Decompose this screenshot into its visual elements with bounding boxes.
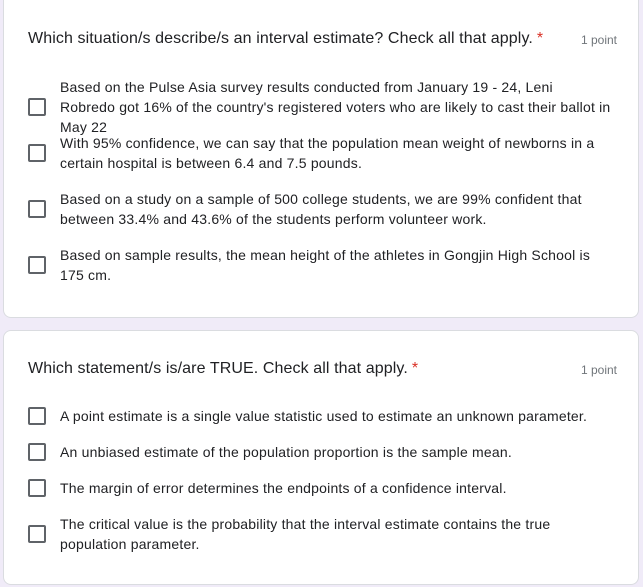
checkbox[interactable] [28, 200, 46, 218]
checkbox[interactable] [28, 98, 46, 116]
option-label: An unbiased estimate of the population proportion is the sample mean. [60, 444, 512, 460]
checkbox-option-2[interactable] [28, 442, 617, 462]
checkbox-option-1[interactable] [28, 406, 617, 426]
checkbox-option-3[interactable] [28, 478, 617, 498]
required-asterisk: * [536, 30, 544, 47]
checkbox[interactable] [28, 525, 46, 543]
option-label: The margin of error determines the endpoints of a confidence interval. [60, 480, 507, 496]
question-title: Which statement/s is/are TRUE. Check all that apply. * [28, 360, 419, 377]
checkbox-option-2[interactable] [28, 133, 617, 173]
required-asterisk: * [411, 360, 419, 377]
checkbox[interactable] [28, 407, 46, 425]
option-label: A point estimate is a single value statistic used to estimate an unknown parameter. [60, 408, 588, 424]
checkbox[interactable] [28, 144, 46, 162]
points-label: 1 point [580, 33, 617, 47]
option-label: Based on a study on a sample of 500 college students, we are 99% confident that between 33.4% and 43.6% of the students perform volunteer work. [60, 191, 582, 227]
checkbox-option-4[interactable] [28, 245, 617, 285]
points-label: 1 point [580, 363, 617, 377]
question-card-2 [3, 330, 639, 585]
checkbox[interactable] [28, 479, 46, 497]
question-card-1 [3, 0, 639, 318]
question-header [28, 359, 617, 380]
question-title: Which situation/s describe/s an interval estimate? Check all that apply. * [28, 30, 544, 47]
option-label: Based on the Pulse Asia survey results conducted from January 19 - 24, Leni Robredo got 16% of the country's registered voters who are likely to cast their ballot in May 22 [60, 79, 611, 135]
option-label: With 95% confidence, we can say that the population mean weight of newborns in a certain hospital is between 6.4 and 7.5 pounds. [60, 135, 595, 171]
checkbox-option-4[interactable] [28, 514, 617, 554]
option-label: The critical value is the probability that the interval estimate contains the true population parameter. [60, 516, 551, 552]
checkbox[interactable] [28, 443, 46, 461]
question-header [28, 29, 617, 50]
option-label: Based on sample results, the mean height of the athletes in Gongjin High School is 175 cm. [60, 247, 591, 283]
checkbox-option-1[interactable] [28, 77, 617, 137]
checkbox-option-3[interactable] [28, 189, 617, 229]
checkbox[interactable] [28, 256, 46, 274]
